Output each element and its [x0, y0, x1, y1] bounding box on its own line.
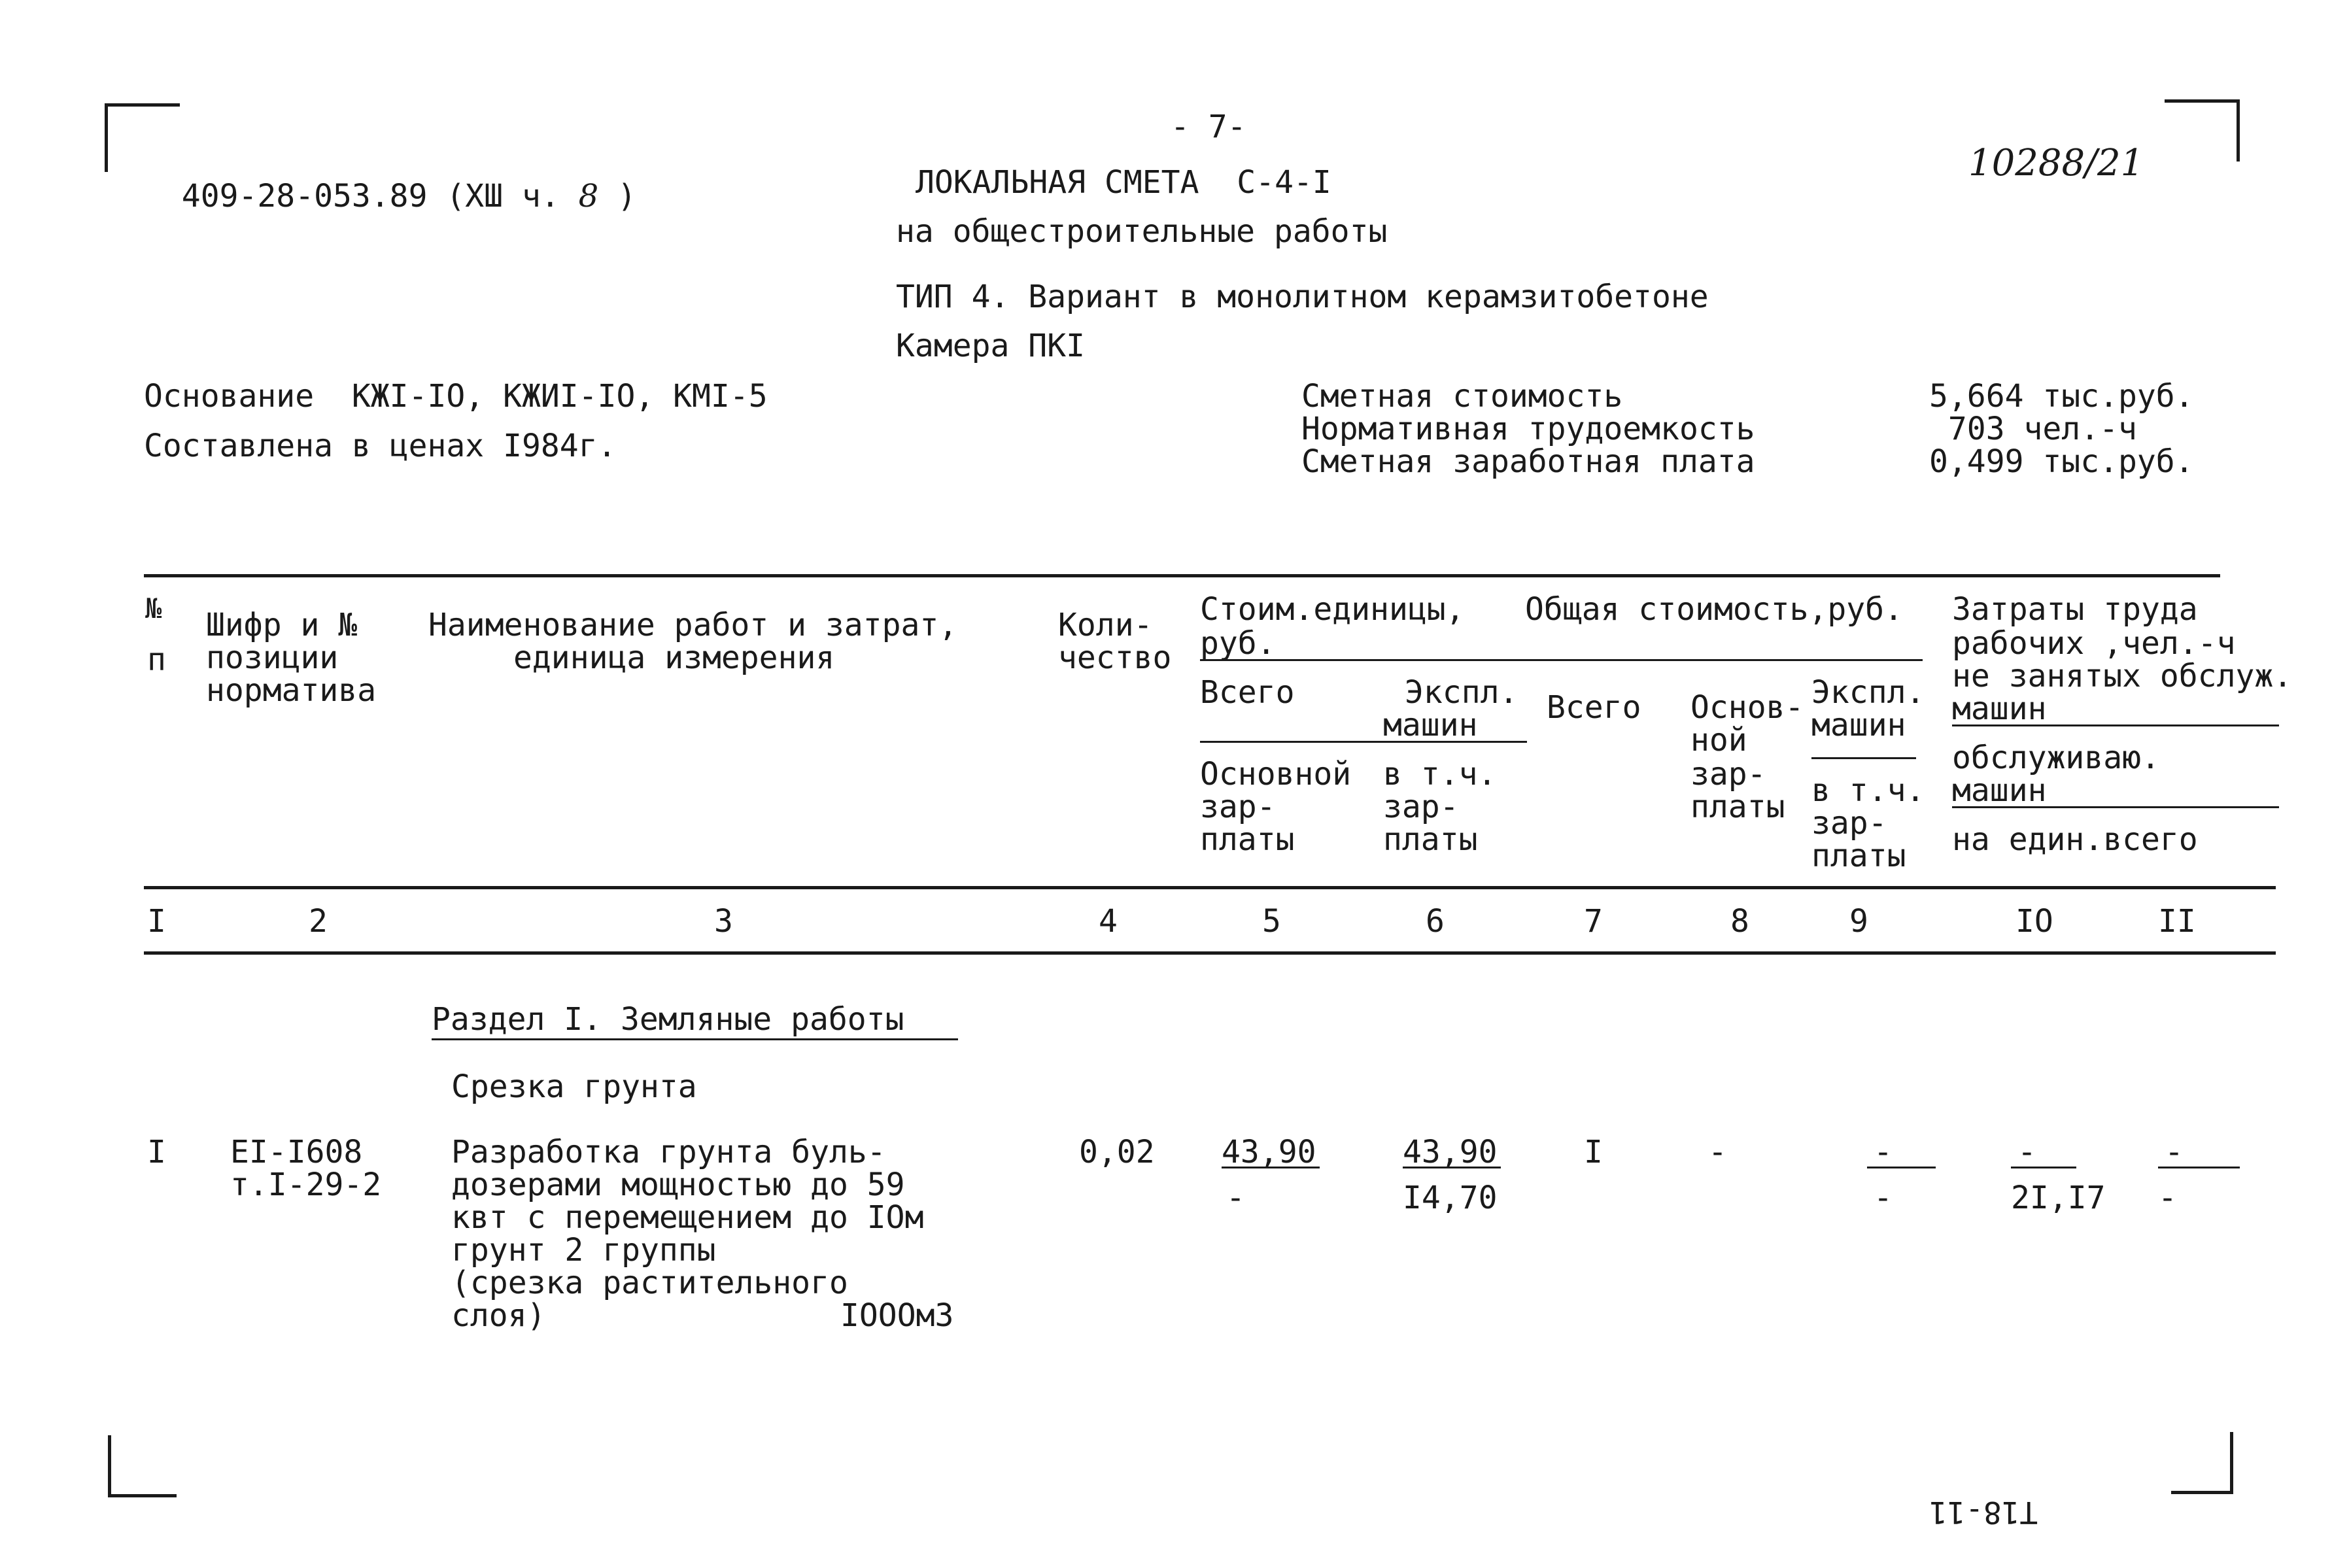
header-labor-5: обслуживаю.	[1952, 740, 2160, 776]
header-labor-4: машин	[1952, 690, 2047, 727]
header-name-2: единица измерения	[513, 639, 835, 676]
row-c6-top: 43,90	[1403, 1134, 1498, 1170]
labor-underline-2	[1952, 806, 2279, 808]
table-top-rule	[144, 574, 2220, 577]
row-desc-line-1: Разработка грунта буль-	[451, 1134, 886, 1170]
summary-value-wage: 0,499 тыс.руб.	[1929, 443, 2194, 480]
footer-code: T18-11	[1929, 1495, 2038, 1530]
header-osnovnoy-3: платы	[1200, 821, 1295, 858]
col-number-5: 5	[1262, 903, 1281, 940]
page-number: - 7-	[1171, 109, 1246, 145]
corner-mark-bottom-right	[2171, 1432, 2233, 1494]
row-c9-bottom: -	[1874, 1180, 1893, 1216]
col-number-4: 4	[1099, 903, 1118, 940]
header-vtch-2: зар-	[1383, 789, 1459, 825]
header-vtch2-1: в т.ч.	[1811, 772, 1925, 809]
col-number-10: IO	[2015, 903, 2053, 940]
col-number-1: I	[147, 903, 166, 940]
summary-label-labor: Нормативная трудоемкость	[1301, 411, 1755, 447]
row-desc-line-4: грунт 2 группы	[451, 1232, 716, 1269]
header-vtch2-2: зар-	[1811, 805, 1887, 842]
header-osnovnoy-1: Основной	[1200, 756, 1352, 793]
row-c6-bottom: I4,70	[1403, 1180, 1498, 1216]
section-title: Раздел I. Земляные работы	[432, 1001, 904, 1038]
estimate-title: ЛОКАЛЬНАЯ СМЕТА С-4-I	[916, 164, 1331, 201]
type-line: ТИП 4. Вариант в монолитном керамзитобетоне	[896, 279, 1709, 315]
header-ekspl-2: машин	[1383, 707, 1478, 743]
header-osnov-4: платы	[1690, 789, 1785, 825]
document-code-close: )	[598, 178, 637, 214]
prices-line: Составлена в ценах I984г.	[144, 428, 617, 464]
header-labor-3: не занятых обслуж.	[1952, 658, 2293, 694]
col-number-3: 3	[714, 903, 733, 940]
estimate-subtitle: на общестроительные работы	[896, 213, 1388, 250]
row-c11-top: -	[2165, 1134, 2184, 1170]
header-osnov-1: Основ-	[1690, 689, 1804, 726]
row-number: I	[147, 1134, 166, 1170]
row-c11-underline	[2158, 1167, 2240, 1168]
sheet-number: 10288/21	[1968, 142, 2144, 184]
subsection-title: Срезка грунта	[451, 1068, 697, 1105]
row-c11-bottom: -	[2158, 1180, 2177, 1216]
header-vtch-3: платы	[1383, 821, 1478, 858]
header-vsego-total: Всего	[1547, 689, 1641, 726]
header-unit-cost-1: Стоим.единицы,	[1200, 591, 1465, 628]
header-vsego: Всего	[1200, 674, 1295, 711]
row-c5-underline	[1222, 1167, 1320, 1168]
header-osnov-3: зар-	[1690, 756, 1766, 793]
header-code-2: позиции	[206, 639, 339, 676]
col-number-2: 2	[309, 903, 328, 940]
document-part-handwritten: 8	[578, 178, 599, 214]
unit-cost-underline	[1200, 659, 1923, 661]
header-ekspl2-2: машин	[1811, 707, 1906, 743]
row-c10-top: -	[2017, 1134, 2036, 1170]
ekspl2-underline	[1811, 757, 1916, 759]
header-num-p: п	[147, 641, 166, 678]
row-desc-line-6: слоя)	[451, 1297, 546, 1334]
header-total-cost: Общая стоимость,руб.	[1525, 591, 1903, 628]
header-unit-cost-2: руб.	[1200, 625, 1276, 662]
header-name-1: Наименование работ и затрат,	[428, 607, 958, 643]
header-qty-2: чество	[1058, 639, 1172, 676]
unit-cost-sub-underline	[1200, 741, 1527, 743]
table-header-bottom-rule	[144, 886, 2276, 889]
summary-value-labor: 703 чел.-ч	[1929, 411, 2137, 447]
row-c9-top: -	[1874, 1134, 1893, 1170]
header-code-3: норматива	[206, 672, 377, 709]
col-number-11: II	[2158, 903, 2196, 940]
labor-underline-1	[1952, 724, 2279, 726]
header-labor-2: рабочих ,чел.-ч	[1952, 625, 2236, 662]
header-vtch2-3: платы	[1811, 838, 1906, 874]
row-c9-underline	[1867, 1167, 1936, 1168]
header-ekspl2-1: Экспл.	[1811, 674, 1925, 711]
col-number-6: 6	[1426, 903, 1445, 940]
row-unit: IOOOм3	[840, 1297, 954, 1334]
col-number-8: 8	[1730, 903, 1749, 940]
header-qty-1: Коли-	[1058, 607, 1153, 643]
section-title-underline	[432, 1038, 958, 1040]
header-osnov-2: ной	[1690, 722, 1747, 758]
summary-value-cost: 5,664 тыс.руб.	[1929, 378, 2194, 415]
row-code-1: EI-I608	[230, 1134, 363, 1170]
summary-label-cost: Сметная стоимость	[1301, 378, 1623, 415]
document-code	[144, 149, 636, 212]
column-numbers-bottom-rule	[144, 951, 2276, 955]
document-code-text: 409-28-053.89 (XШ ч.	[181, 178, 579, 214]
row-desc-line-3: квт с перемещением до IOм	[451, 1199, 924, 1236]
row-c10-underline	[2011, 1167, 2076, 1168]
row-qty: 0,02	[1079, 1134, 1155, 1170]
header-code-1: Шифр и №	[206, 607, 358, 643]
row-c10-bottom: 2I,I7	[2011, 1180, 2106, 1216]
corner-mark-top-right	[2165, 99, 2240, 162]
basis-line: Основание КЖI-IO, КЖИI-IO, КМI-5	[144, 378, 768, 415]
corner-mark-bottom-left	[108, 1435, 177, 1497]
header-ekspl-1: Экспл.	[1405, 674, 1518, 711]
header-labor-6: машин	[1952, 772, 2047, 809]
header-num: №	[145, 592, 162, 624]
row-c7: I	[1584, 1134, 1603, 1170]
header-labor-1: Затраты труда	[1952, 591, 2198, 628]
header-vtch-1: в т.ч.	[1383, 756, 1497, 793]
col-number-9: 9	[1849, 903, 1868, 940]
row-c6-underline	[1403, 1167, 1501, 1168]
summary-label-wage: Сметная заработная плата	[1301, 443, 1755, 480]
row-desc-line-2: дозерами мощностью до 59	[451, 1167, 905, 1203]
col-number-7: 7	[1584, 903, 1603, 940]
row-c5-bottom: -	[1226, 1180, 1245, 1216]
header-labor-7: на един.всего	[1952, 821, 2198, 858]
row-desc-line-5: (срезка растительного	[451, 1265, 848, 1301]
header-osnovnoy-2: зар-	[1200, 789, 1276, 825]
row-c8: -	[1708, 1134, 1727, 1170]
chamber-line: Камера ПКI	[896, 328, 1085, 364]
row-code-2: т.I-29-2	[230, 1167, 382, 1203]
row-c5-top: 43,90	[1222, 1134, 1316, 1170]
